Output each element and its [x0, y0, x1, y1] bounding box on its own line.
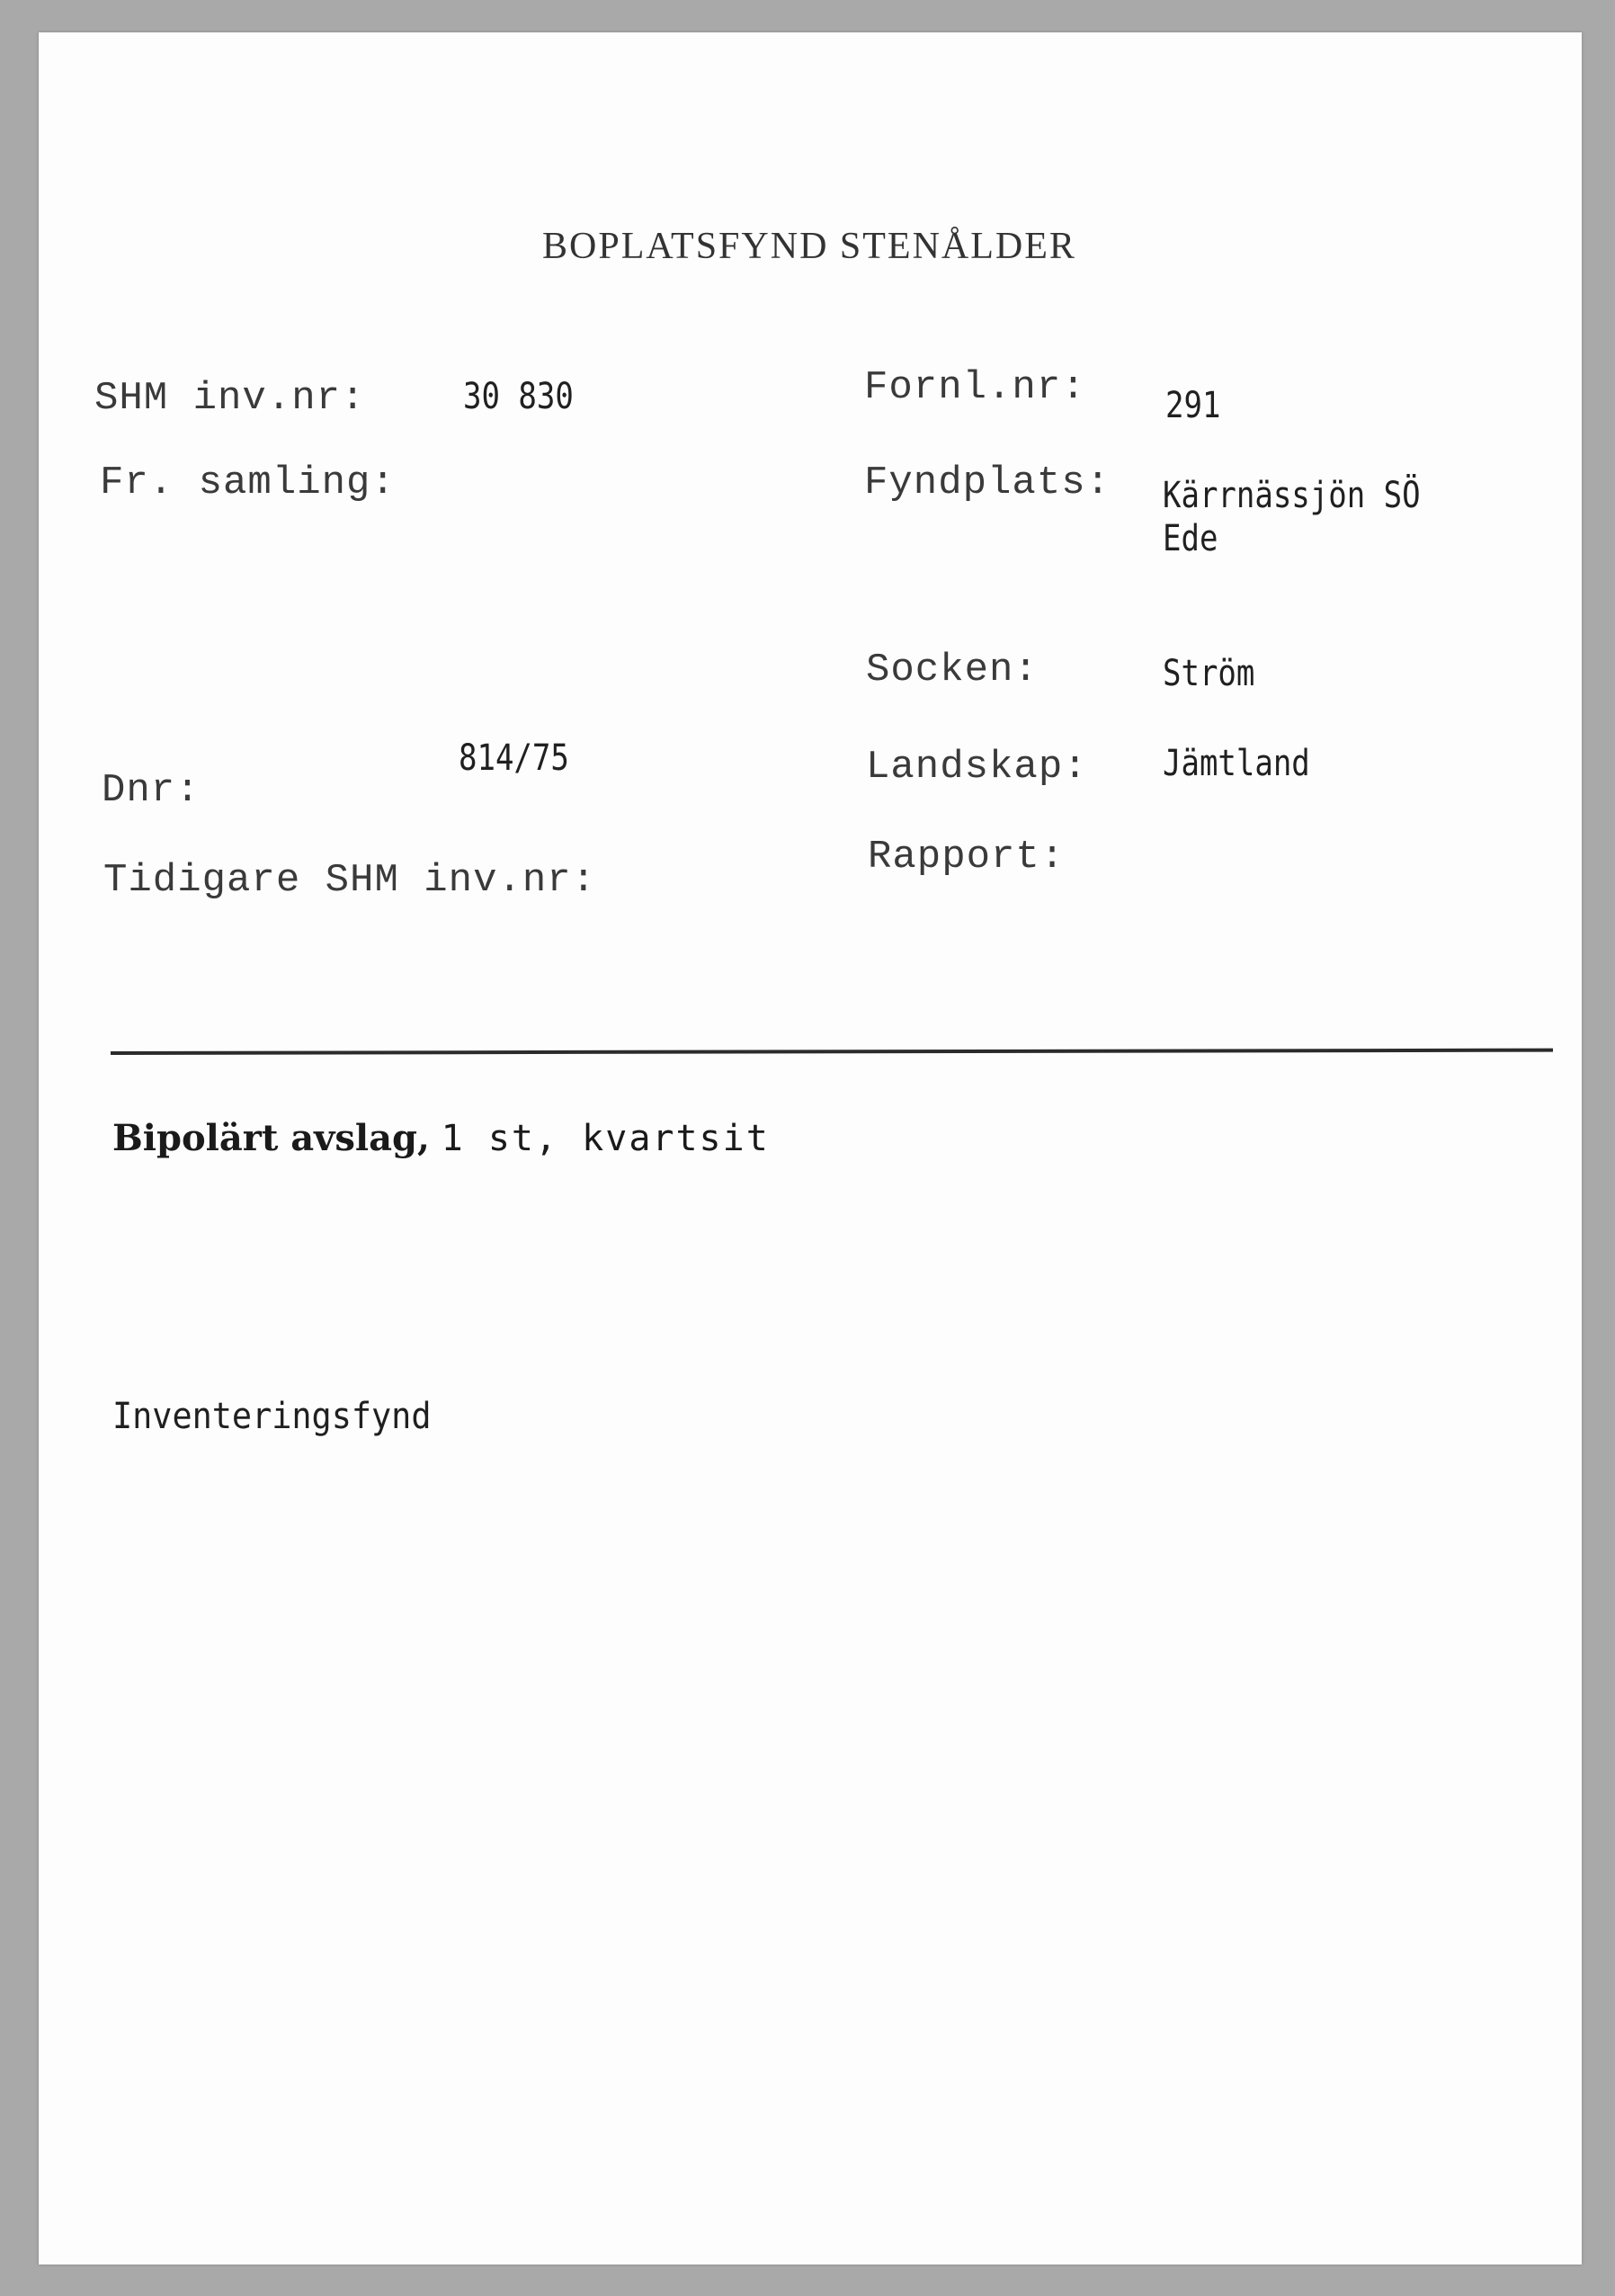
index-card — [39, 32, 1582, 2265]
fornl-value: 291 — [1165, 385, 1221, 426]
dnr-label: Dnr: — [102, 768, 201, 813]
find-description-rest: 1 st, kvartsit — [441, 1118, 770, 1159]
fr-samling-label: Fr. samling: — [100, 460, 396, 505]
socken-label: Socken: — [866, 648, 1039, 692]
find-note: Inventeringsfynd — [112, 1396, 432, 1437]
shm-inv-value: 30 830 — [463, 376, 574, 417]
divider-line — [111, 1049, 1553, 1055]
dnr-value: 814/75 — [459, 737, 569, 779]
find-description-bold: Bipolärt avslag, — [112, 1117, 430, 1159]
landskap-value: Jämtland — [1163, 743, 1310, 784]
socken-value: Ström — [1163, 653, 1255, 694]
rapport-label: Rapport: — [868, 835, 1066, 880]
tidigare-shm-label: Tidigare SHM inv.nr: — [103, 858, 597, 903]
landskap-label: Landskap: — [866, 745, 1088, 790]
find-description — [112, 1117, 770, 1159]
fyndplats-label: Fyndplats: — [864, 460, 1111, 505]
shm-inv-label: SHM inv.nr: — [94, 376, 366, 421]
card-title: BOPLATSFYND STENÅLDER — [542, 226, 1076, 267]
fyndplats-value-line2: Ede — [1163, 518, 1218, 559]
fornl-label: Fornl.nr: — [864, 365, 1086, 410]
fyndplats-value-line1: Kärrnässjön SÖ — [1163, 475, 1421, 516]
